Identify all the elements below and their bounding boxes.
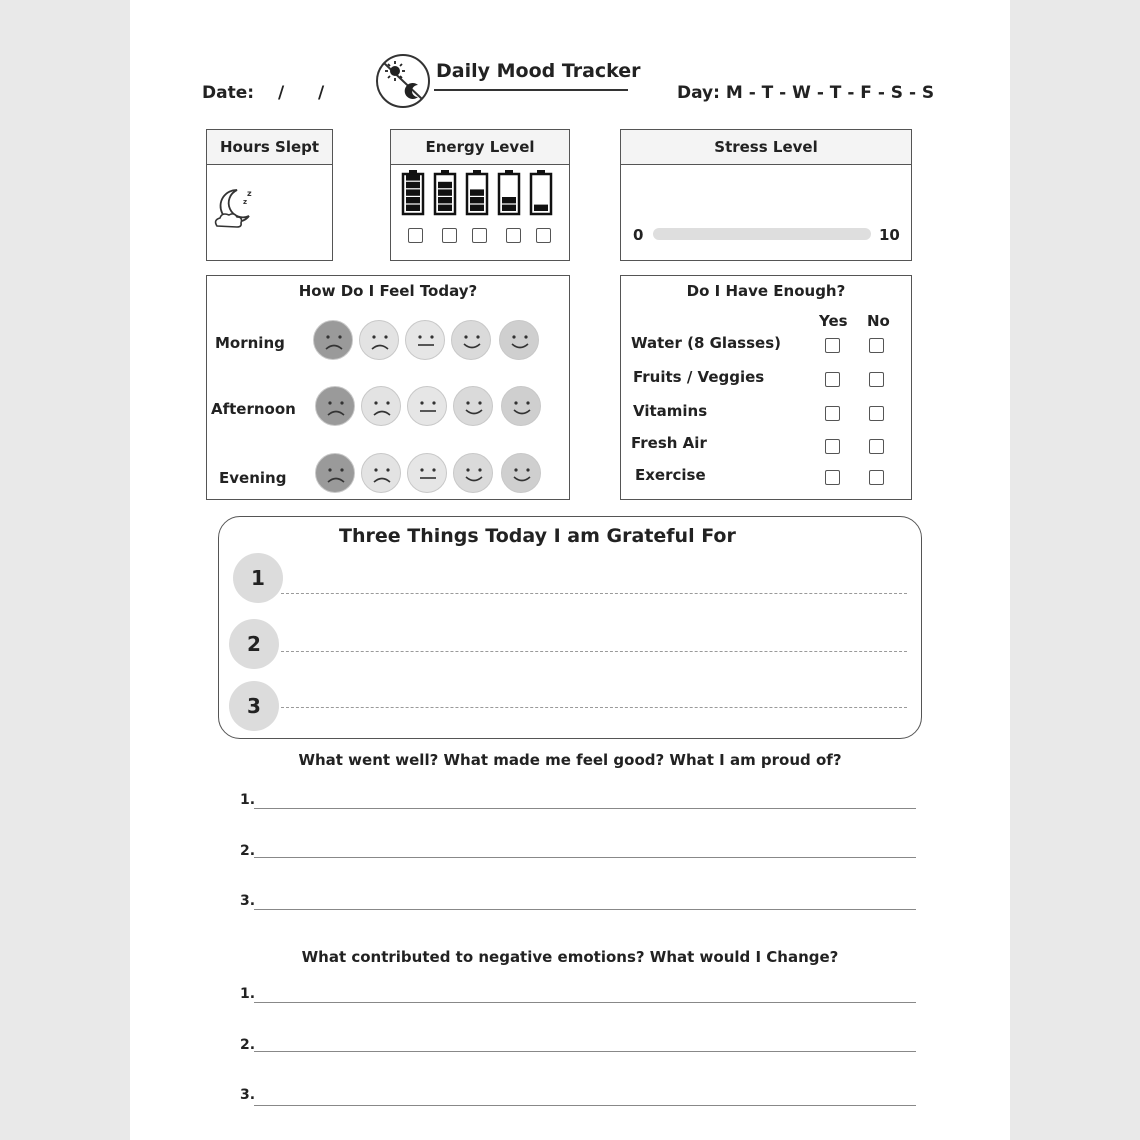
no-checkbox[interactable] (869, 470, 884, 485)
stress-min-label: 0 (633, 226, 644, 244)
title-underline (434, 89, 628, 91)
energy-checkbox[interactable] (506, 228, 521, 243)
grateful-title: Three Things Today I am Grateful For (339, 525, 736, 547)
yes-header: Yes (819, 312, 848, 330)
svg-text:z: z (243, 198, 248, 206)
grateful-number: 3 (229, 681, 279, 731)
no-header: No (867, 312, 890, 330)
negative-number: 1. (240, 986, 256, 1002)
grateful-line[interactable] (281, 651, 907, 652)
stress-slider[interactable] (653, 228, 871, 240)
negative-line[interactable] (254, 1002, 916, 1003)
feel-today-box (206, 275, 570, 500)
date-separator: / (278, 83, 285, 103)
went-well-number: 2. (240, 843, 256, 859)
mood-face[interactable] (361, 453, 401, 493)
mood-face[interactable] (405, 320, 445, 360)
moon-cloud-icon (211, 184, 261, 232)
energy-checkbox[interactable] (442, 228, 457, 243)
went-well-line[interactable] (254, 909, 916, 910)
page-title: Daily Mood Tracker (436, 60, 641, 82)
energy-level-box (390, 129, 570, 261)
negative-number: 2. (240, 1037, 256, 1053)
went-well-number: 1. (240, 792, 256, 808)
mood-face[interactable] (501, 386, 541, 426)
mood-face[interactable] (407, 453, 447, 493)
negative-line[interactable] (254, 1051, 916, 1052)
enough-item: Vitamins (633, 402, 708, 420)
mood-face[interactable] (499, 320, 539, 360)
mood-face[interactable] (407, 386, 447, 426)
mood-face[interactable] (315, 453, 355, 493)
yes-checkbox[interactable] (825, 406, 840, 421)
yes-checkbox[interactable] (825, 338, 840, 353)
tracker-sheet (130, 0, 1010, 1140)
went-well-title: What went well? What made me feel good? What I am proud of? (298, 751, 842, 769)
grateful-number: 2 (229, 619, 279, 669)
mood-face[interactable] (315, 386, 355, 426)
feel-today-title: How Do I Feel Today? (298, 282, 478, 300)
hours-slept-box (206, 129, 333, 261)
energy-checkbox[interactable] (472, 228, 487, 243)
grateful-line[interactable] (281, 593, 907, 594)
stress-level-box (620, 129, 912, 261)
mood-face[interactable] (451, 320, 491, 360)
energy-checkbox[interactable] (408, 228, 423, 243)
mood-face[interactable] (453, 386, 493, 426)
enough-item: Exercise (635, 466, 706, 484)
enough-item: Fruits / Veggies (633, 368, 765, 386)
date-separator: / (318, 83, 325, 103)
enough-box (620, 275, 912, 500)
mood-face[interactable] (361, 386, 401, 426)
battery-icon (435, 170, 455, 214)
no-checkbox[interactable] (869, 439, 884, 454)
mood-face[interactable] (313, 320, 353, 360)
enough-title: Do I Have Enough? (686, 282, 846, 300)
feel-row-label: Morning (215, 334, 285, 352)
grateful-line[interactable] (281, 707, 907, 708)
svg-text:z: z (247, 189, 252, 198)
mood-faces (207, 276, 567, 496)
mood-face[interactable] (359, 320, 399, 360)
stress-level-title: Stress Level (621, 130, 911, 165)
yes-checkbox[interactable] (825, 470, 840, 485)
energy-checkbox[interactable] (536, 228, 551, 243)
no-checkbox[interactable] (869, 372, 884, 387)
enough-item: Fresh Air (631, 434, 707, 452)
negative-line[interactable] (254, 1105, 916, 1106)
battery-icons (391, 168, 569, 220)
grateful-box (218, 516, 922, 739)
battery-icon (499, 170, 519, 214)
yes-checkbox[interactable] (825, 439, 840, 454)
day-selector[interactable]: Day: M - T - W - T - F - S - S (677, 83, 935, 103)
sun-moon-icon (374, 52, 432, 110)
negative-number: 3. (240, 1087, 256, 1103)
went-well-line[interactable] (254, 808, 916, 809)
no-checkbox[interactable] (869, 338, 884, 353)
yes-checkbox[interactable] (825, 372, 840, 387)
feel-row-label: Afternoon (211, 400, 296, 418)
went-well-number: 3. (240, 893, 256, 909)
hours-slept-title: Hours Slept (207, 130, 332, 165)
feel-row-label: Evening (219, 469, 287, 487)
stress-max-label: 10 (879, 226, 900, 244)
mood-face[interactable] (501, 453, 541, 493)
grateful-number: 1 (233, 553, 283, 603)
energy-level-title: Energy Level (391, 130, 569, 165)
battery-icon (467, 170, 487, 214)
mood-face[interactable] (453, 453, 493, 493)
negative-title: What contributed to negative emotions? What would I Change? (301, 948, 839, 966)
enough-item: Water (8 Glasses) (631, 334, 781, 352)
battery-icon (531, 170, 551, 214)
battery-icon (403, 170, 423, 214)
date-label: Date: (202, 83, 255, 103)
no-checkbox[interactable] (869, 406, 884, 421)
went-well-line[interactable] (254, 857, 916, 858)
